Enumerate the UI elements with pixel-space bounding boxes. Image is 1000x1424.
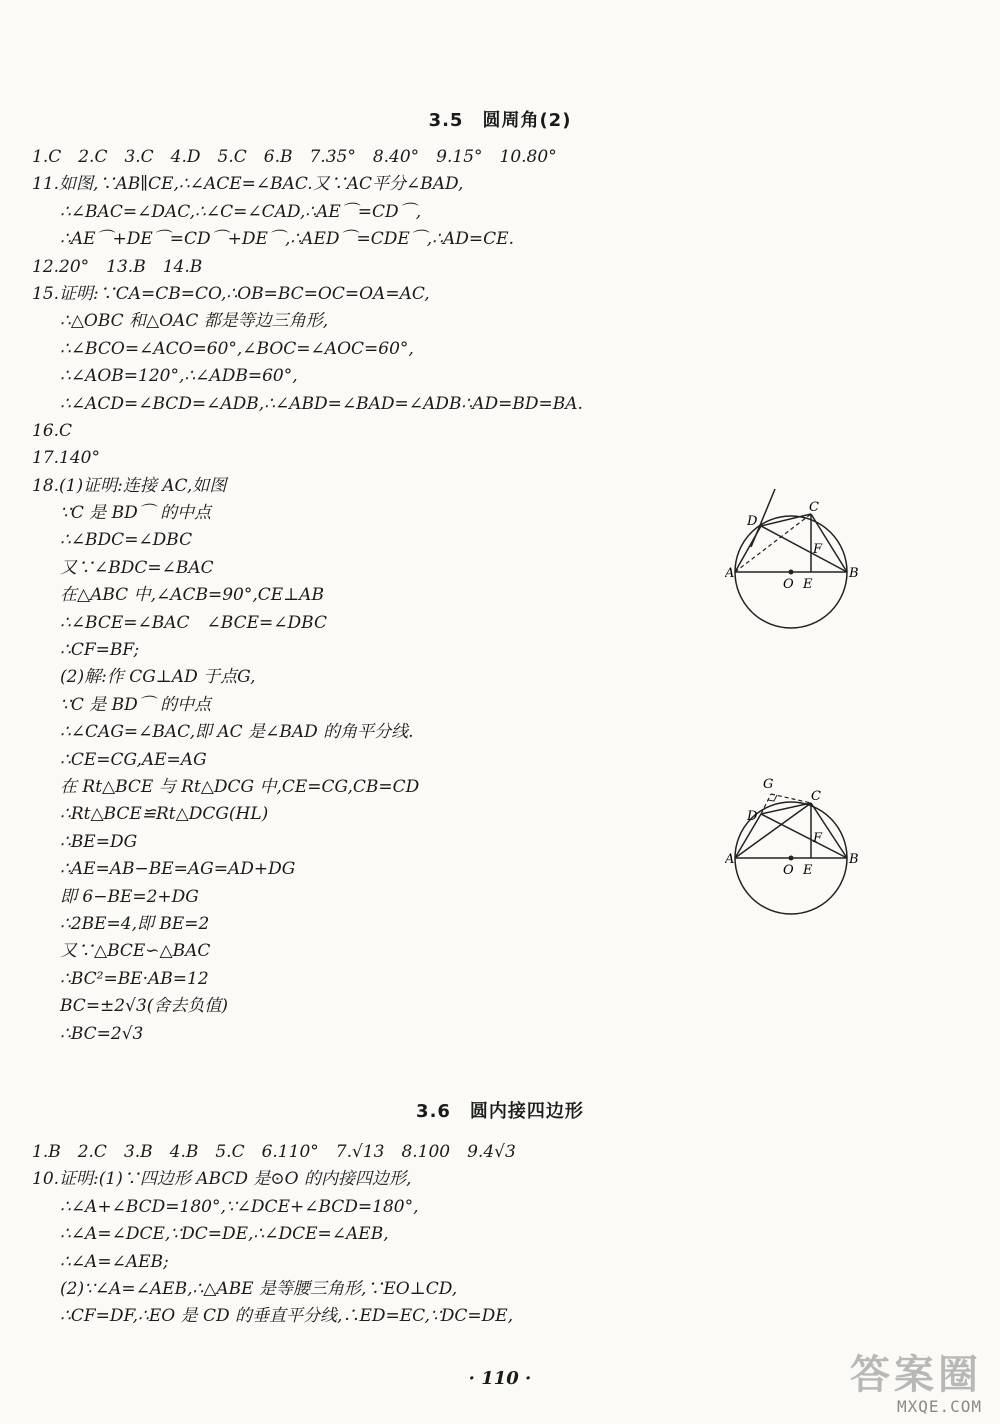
answer-line: 在△ABC 中,∠ACB=90°,CE⊥AB [60, 585, 324, 606]
answer-line: 即 6−BE=2+DG [60, 886, 199, 907]
fig2-label-g: G [763, 777, 774, 792]
fig1-label-f: F [813, 542, 823, 557]
fig2-label-c: C [811, 789, 821, 804]
circle-figure-1 [725, 485, 865, 650]
answer-line: ∵C 是 BD⌒ 的中点 [60, 503, 212, 524]
answer-line: 又∵△BCE∽△BAC [60, 941, 211, 962]
answer-line: ∴CF=BF; [60, 640, 140, 661]
answer-line: ∴∠BDC=∠DBC [60, 530, 193, 551]
answer-line: 12.20° 13.B 14.B [32, 256, 203, 277]
answer-line: (2)∵∠A=∠AEB,∴△ABE 是等腰三角形,∵EO⊥CD, [60, 1278, 458, 1299]
answer-line: 10.证明:(1)∵四边形 ABCD 是⊙O 的内接四边形, [32, 1169, 412, 1190]
answer-line: ∴∠ACD=∠BCD=∠ADB,∴∠ABD=∠BAD=∠ADB∴AD=BD=BA. [60, 393, 583, 414]
watermark-logo [812, 1346, 982, 1416]
answer-line: ∵C 是 BD⌒ 的中点 [60, 694, 212, 715]
fig2-label-o: O [783, 863, 794, 878]
answer-line: ∴∠BCO=∠ACO=60°,∠BOC=∠AOC=60°, [60, 338, 414, 359]
answer-line: 16.C [32, 420, 73, 441]
answer-line: ∴AE=AB−BE=AG=AD+DG [60, 859, 296, 880]
answer-line: 1.C 2.C 3.C 4.D 5.C 6.B 7.35° 8.40° 9.15° 10.80° [32, 147, 557, 167]
answer-line: ∴∠AOB=120°,∴∠ADB=60°, [60, 366, 298, 387]
fig1-label-b: B [849, 566, 859, 581]
answer-line: 1.B 2.C 3.B 4.B 5.C 6.110° 7.√13 8.100 9.4√3 [32, 1142, 516, 1162]
answer-line: ∴△OBC 和△OAC 都是等边三角形, [60, 311, 329, 332]
fig1-label-d: D [747, 514, 758, 529]
answer-line: ∴BC²=BE·AB=12 [60, 968, 209, 989]
answer-line: ∴∠BAC=∠DAC,∴∠C=∠CAD,∴AE⌒=CD⌒, [60, 201, 422, 222]
fig1-label-o: O [783, 577, 794, 592]
answer-line: BC=±2√3(舍去负值) [60, 996, 229, 1017]
fig2-label-e: E [803, 863, 813, 878]
answer-line: 17.140° [32, 448, 100, 469]
fig1-label-c: C [809, 500, 819, 515]
answer-line: 18.(1)证明:连接 AC,如图 [32, 475, 227, 496]
answer-line: ∴∠A=∠DCE,∵DC=DE,∴∠DCE=∠AEB, [60, 1224, 389, 1245]
fig1-label-e: E [803, 577, 813, 592]
circle-figure-2 [725, 770, 865, 920]
fig2-label-b: B [849, 852, 859, 867]
fig2-label-f: F [813, 831, 823, 846]
answer-line: (2)解:作 CG⊥AD 于点G, [60, 667, 256, 688]
answer-line: ∴CE=CG,AE=AG [60, 749, 207, 770]
answer-line: ∴∠A=∠AEB; [60, 1251, 169, 1272]
page-number: · 110 · [468, 1368, 532, 1389]
answer-line: ∴AE⌒+DE⌒=CD⌒+DE⌒,∴AED⌒=CDE⌒,∴AD=CE. [60, 229, 514, 250]
answer-line: ∴BE=DG [60, 831, 138, 852]
watermark-logo-text: 答案圈 [850, 1352, 982, 1398]
answer-line: 11.如图,∵AB∥CE,∴∠ACE=∠BAC.又∵AC平分∠BAD, [32, 174, 464, 195]
fig2-label-d: D [747, 809, 758, 824]
section-title-3-6: 3.6 圆内接四边形 [416, 1101, 584, 1122]
answer-line: ∴BC=2√3 [60, 1023, 144, 1044]
answer-line: 又∵∠BDC=∠BAC [60, 557, 214, 578]
section-title-3-5: 3.5 圆周角(2) [428, 110, 572, 131]
section-3-6-answers [32, 1139, 752, 1331]
answer-line: ∴2BE=4,即 BE=2 [60, 913, 210, 934]
answer-line: ∴∠A+∠BCD=180°,∵∠DCE+∠BCD=180°, [60, 1196, 419, 1217]
answer-line: ∴Rt△BCE≌Rt△DCG(HL) [60, 804, 269, 825]
answer-line: ∴∠CAG=∠BAC,即 AC 是∠BAD 的角平分线. [60, 722, 414, 743]
answer-line: ∴∠BCE=∠BAC ∠BCE=∠DBC [60, 612, 327, 633]
watermark-url: MXQE.COM [896, 1397, 982, 1416]
answer-line: 15.证明:∵CA=CB=CO,∴OB=BC=OC=OA=AC, [32, 283, 430, 304]
answer-line: 在 Rt△BCE 与 Rt△DCG 中,CE=CG,CB=CD [60, 776, 420, 797]
answer-line: ∴CF=DF,∴EO 是 CD 的垂直平分线,∴ED=EC,∵DC=DE, [60, 1306, 514, 1327]
section-3-5-answers [32, 144, 752, 1048]
fig1-label-a: A [725, 566, 735, 581]
fig2-label-a: A [725, 852, 735, 867]
